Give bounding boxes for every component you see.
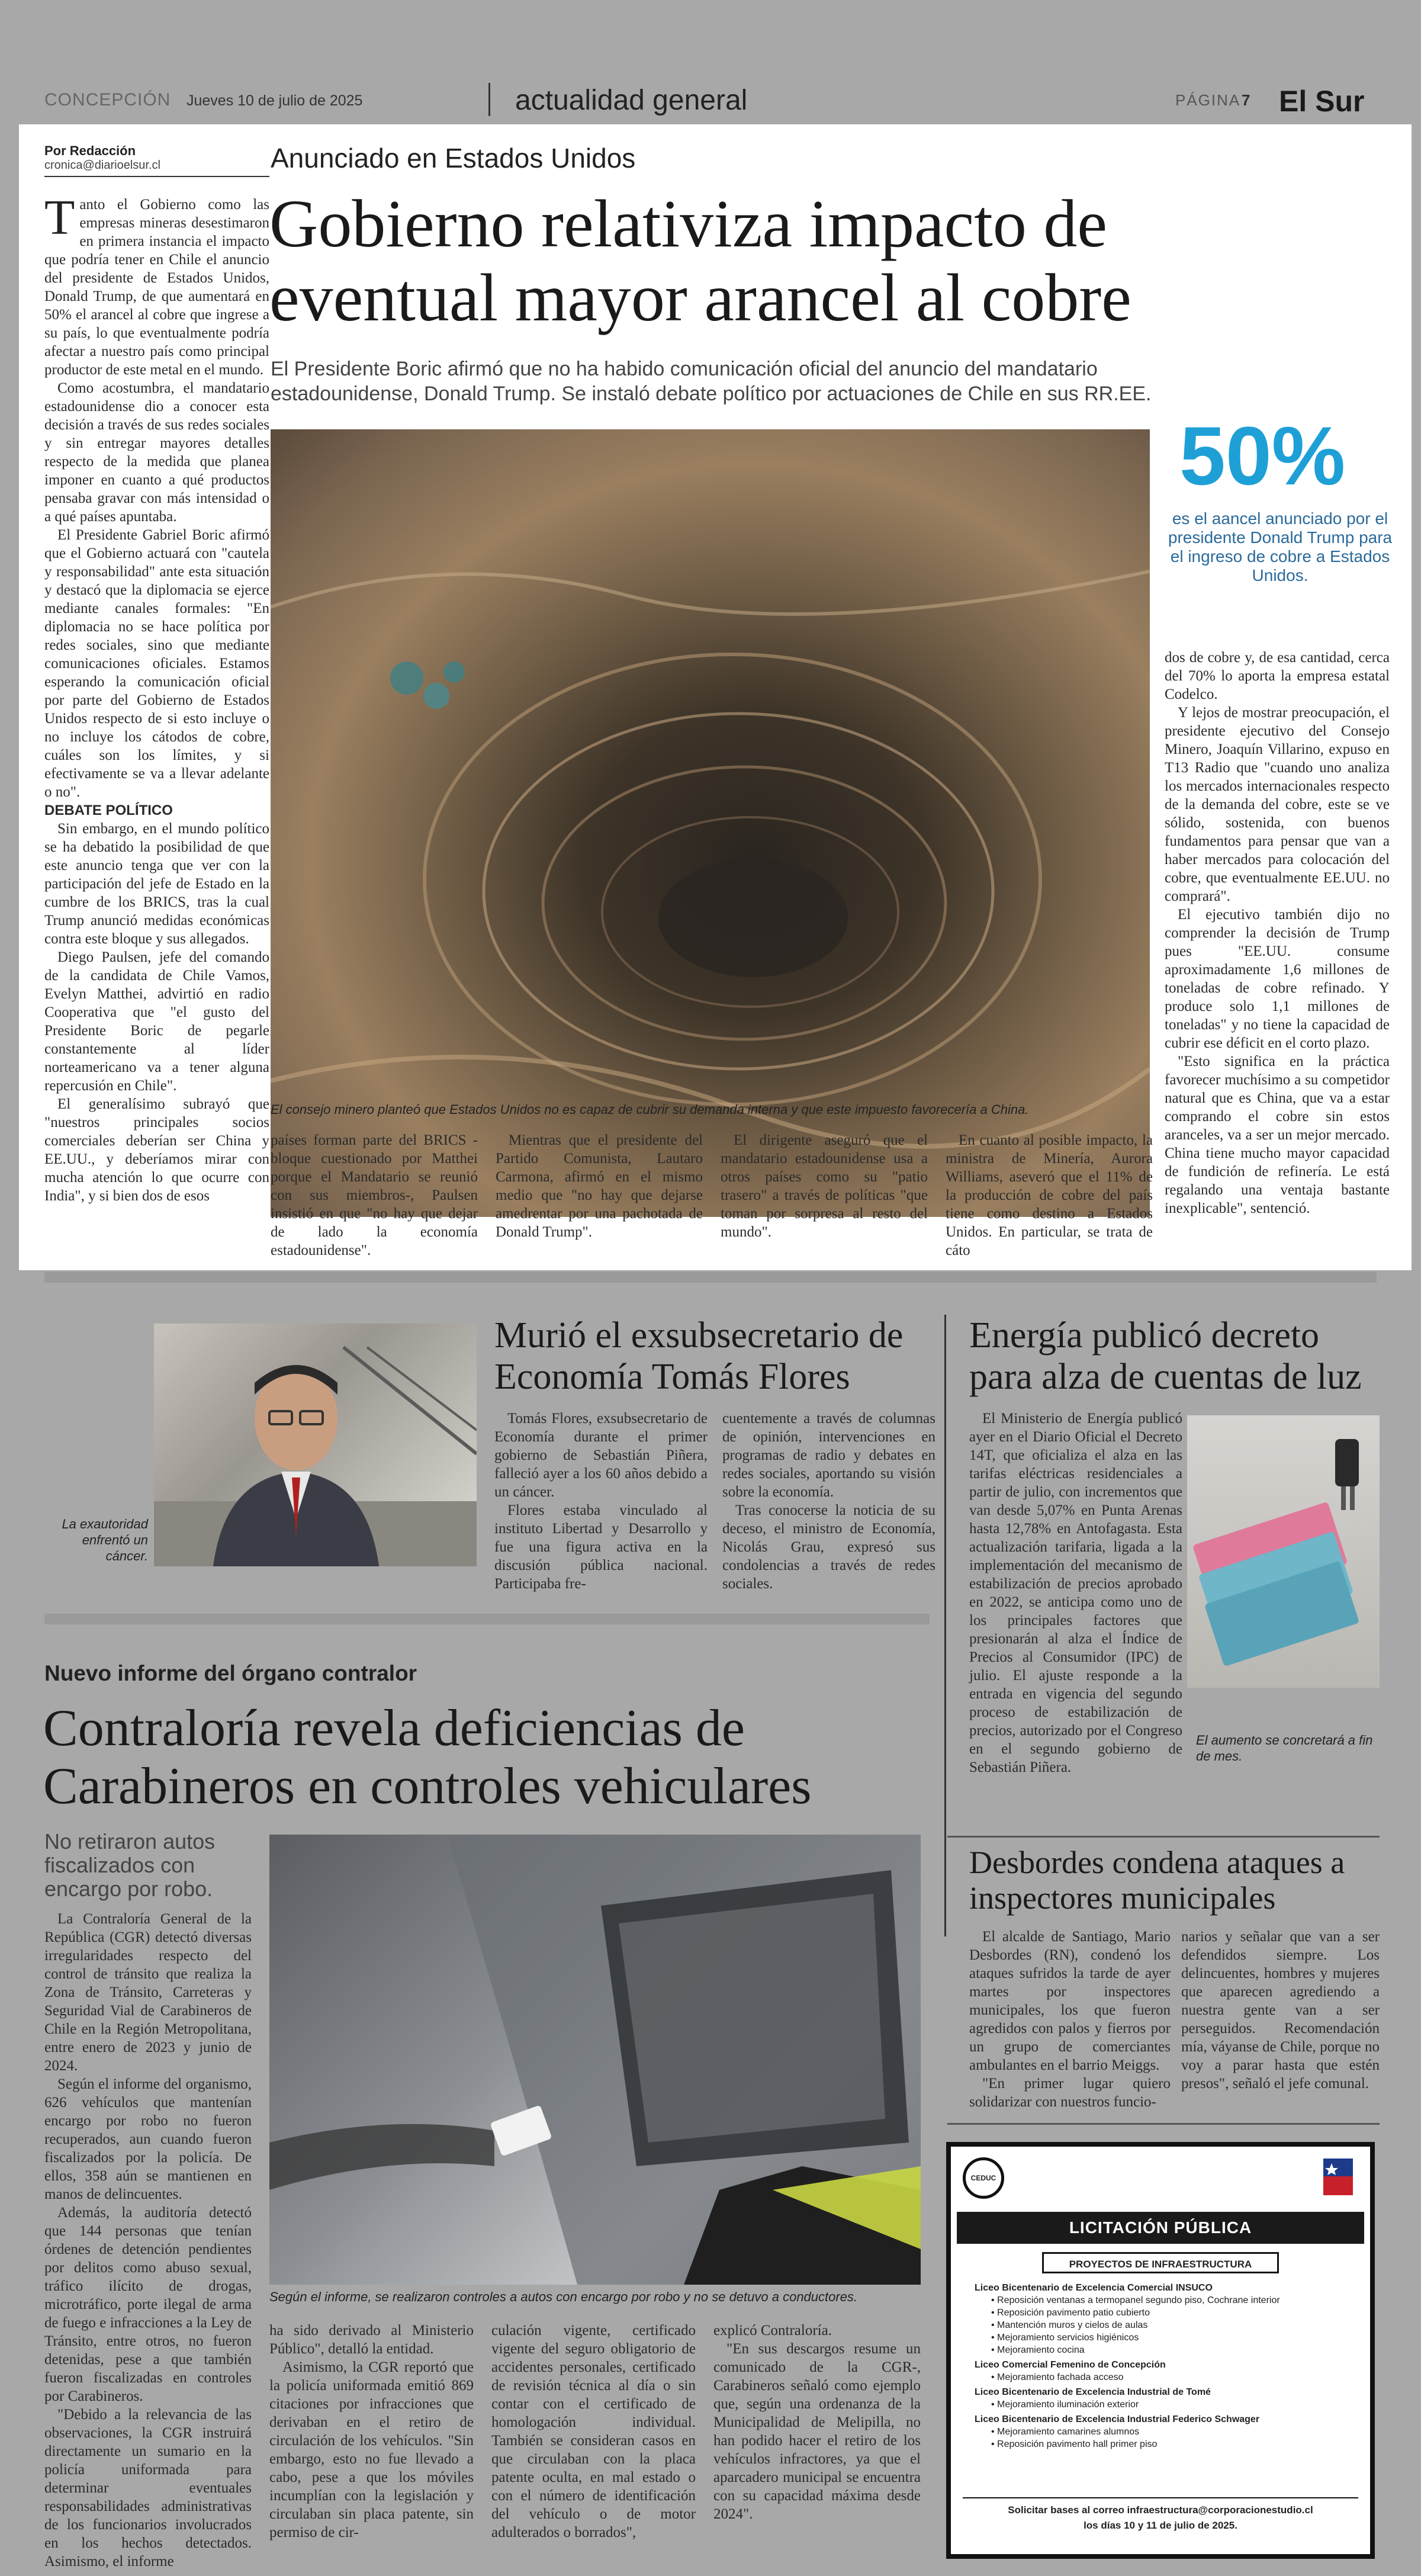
page-label: PÁGINA <box>1175 91 1241 109</box>
school-item: • Reposición pavimento patio cubierto <box>991 2308 1150 2318</box>
main-paragraph: El Presidente Gabriel Boric afirmó que el Gobierno actuará con "cautela y responsabilidad" ante esta situación y destacó que la diplomacia se ejerce mediante canales formales: "En diplomacia no se hace política por redes sociales, sino que mediante comunicaciones oficiales. Estamos esperando la comunicación oficial por parte del Gobierno de Estados Unidos respecto de si esto incluye o no incluye los cátodos de cobre, cuáles son los límites, y si efectivamente se va a llevar adelante o no". <box>44 527 269 800</box>
crest-icon <box>1321 2156 1355 2201</box>
contraloria-paragraph: Asimismo, la CGR reportó que la policía uniformada emitió 869 citaciones por infracciones que derivaban en el retiro de circulación de los vehículos. "Sin embargo, esto no fue llevado a cabo, pese a que los móviles incumplían con la legislación y circulaban sin placa patente, sin permiso de cir- <box>269 2359 474 2540</box>
flores-paragraph: Flores estaba vinculado al instituto Libertad y Desarrollo y fue una figura activa en la discusión pública nacional. Participaba fre- <box>494 1502 708 1592</box>
licitacion-ad <box>946 2142 1375 2559</box>
flores-paragraph: Tomás Flores, exsubsecretario de Economía durante el primer gobierno de Sebastián Piñera, falleció ayer a los 60 años debido a un cáncer. <box>494 1411 708 1500</box>
school-item: • Mejoramiento servicios higiénicos <box>991 2333 1139 2343</box>
energia-headline: Energía publicó decreto para alza de cuentas de luz <box>969 1315 1362 1397</box>
main-deck: El Presidente Boric afirmó que no ha habido comunicación oficial del anuncio del mandatario estadounidense, Donald Trump. Se instaló debate político por actuaciones de Chile en sus RR.EE. <box>271 358 1152 405</box>
main-col-right <box>1165 648 1390 1218</box>
main-paragraph: El generalísimo subrayó que "nuestros principales socios comerciales deberían ser China y EE.UU., y deberíamos mirar con mucha atención lo que ocurre con India", y si bien dos de esos <box>44 1096 269 1204</box>
contraloria-col-3 <box>491 2321 696 2542</box>
energia-photo <box>1187 1415 1380 1688</box>
flores-paragraph: Tras conocerse la noticia de su deceso, el ministro de Economía, Nicolás Grau, expresó sus condolencias a través de redes sociales. <box>722 1502 935 1592</box>
school-name: Liceo Comercial Femenino de Concepción <box>975 2360 1166 2370</box>
main-paragraph: Y lejos de mostrar preocupación, el presidente ejecutivo del Consejo Minero, Joaquín Villarino, expuso en T13 Radio que "cuando uno analiza los mercados internacionales respecto de la demanda del cobre, este se ve sólido, sostenida, con buenos fundamentos para pensar que van a haber mercados para colocación del cobre, que eventualmente EE.UU. no comprará". <box>1165 705 1390 904</box>
school-item-text: Mejoramiento camarines alumnos <box>997 2427 1140 2437</box>
subhead: DEBATE POLÍTICO <box>44 802 173 818</box>
flores-caption: La exautoridad enfrentó un cáncer. <box>62 1517 148 1563</box>
main-paragraph: Sin embargo, en el mundo político se ha debatido la posibilidad de que este anuncio tenga que ver con la participación del jefe de Estado en la cumbre de los BRICS, tras la cual Trump anunció medidas económicas contra este bloque y sus allegados. <box>44 821 269 947</box>
main-paragraph: El dirigente aseguró que el mandatario estadounidense usa a otros países como su "patio trasero" a través de políticas "que toman por sorpresa al resto del mundo". <box>721 1132 928 1240</box>
contraloria-paragraph: explicó Contraloría. <box>713 2323 832 2339</box>
main-paragraph: Mientras que el presidente del Partido Comunista, Lautaro Carmona, afirmó en el mismo medio que "no hay que dejarse amedrentar por una pachotada de Donald Trump". <box>496 1132 703 1240</box>
school-item: • Mejoramiento camarines alumnos <box>991 2427 1140 2437</box>
main-paragraph: países forman parte del BRICS -bloque cuestionado por Matthei porque el Mandatario se reunió con sus miembros-, Paulsen insistió en que "no hay que dejar de lado la economía estadounidense". <box>271 1132 478 1258</box>
main-paragraph: El ejecutivo también dijo no comprender la decisión de Trump pues "EE.UU. consume aproximadamente 1,6 millones de toneladas de cobre refinado. Y produce solo 1,1 millones de toneladas" y no tiene la capacidad de cubrir ese déficit en el corto plazo. <box>1165 907 1390 1051</box>
main-col-1 <box>44 190 269 1205</box>
header-city: CONCEPCIÓN <box>44 90 171 110</box>
ad-footer-1: Solicitar bases al correo infraestructura@corporacionestudio.cl <box>1008 2504 1313 2516</box>
main-paragraph: Como acostumbra, el mandatario estadounidense dio a conocer esta decisión a través de sus redes sociales y sin entregar mayores detalles respecto de la medida que planea imponer en cuanto a qué productos pensaba gravar con más intensidad o a qué países apuntaba. <box>44 380 269 525</box>
byline-rule <box>44 176 269 177</box>
contraloria-paragraph: Según el informe del organismo, 626 vehículos que mantenían encargo por robo no fueron recuperados, aun cuando fueron fiscalizados por la policía. De ellos, 358 aún se mantienen en manos de delincuentes. <box>44 2076 252 2202</box>
school-item: • Mantención muros y cielos de aulas <box>991 2320 1148 2330</box>
ad-footer-rule <box>963 2497 1358 2498</box>
page-number: 7 <box>1242 91 1250 109</box>
dropcap: T <box>44 190 75 245</box>
ad-subtitle: PROYECTOS DE INFRAESTRUCTURA <box>1042 2252 1279 2273</box>
desbordes-paragraph: "En primer lugar quiero solidarizar con nuestros funcio- <box>969 2076 1171 2110</box>
desbordes-paragraph: narios y señalar que van a ser defendidos siempre. Los delincuentes, hombres y mujeres que aparecen agrediendo a nuestra gente van a ser perseguidos. Recomendación mía, váyanse de Chile, porque no voy a parar hasta que estén presos", señaló el jefe comunal. <box>1181 1929 1380 2092</box>
header-date: Jueves 10 de julio de 2025 <box>187 92 363 109</box>
contraloria-paragraph: ha sido derivado al Ministerio Público", detalló la entidad. <box>269 2323 474 2357</box>
ceduc-logo-text: CEDUC <box>970 2174 996 2182</box>
section-separator-2 <box>44 1614 930 1624</box>
main-headline: Gobierno relativiza impacto de eventual mayor arancel al cobre <box>269 186 1131 335</box>
main-paragraph: Diego Paulsen, jefe del comando de la candidata de Chile Vamos, Evelyn Matthei, advirtió en radio Cooperativa que "el gusto del Presidente Boric de pegarle constantemente al líder norteamericano va a tener alguna repercusión en Chile". <box>44 949 269 1094</box>
contraloria-deck: No retiraron autos fiscalizados con encargo por robo. <box>44 1829 216 1901</box>
school-item: • Reposición ventanas a termopanel segundo piso, Cochrane interior <box>991 2295 1280 2305</box>
desbordes-col-1 <box>969 1928 1171 2111</box>
contraloria-paragraph: La Contraloría General de la República (CGR) detectó diversas irregularidades respecto del control de tránsito que realiza la Zona de Tránsito, Carreteras y Seguridad Vial de Carabineros de Chile en la Región Metropolitana, entre enero de 2023 y junio de 2024. <box>44 1911 252 2074</box>
main-paragraph: "Esto significa en la práctica favorecer muchísimo a su competidor natural que es China, que va a estar comprando el cobre sin estos aranceles, va a ser un mejor mercado. China tiene mucho mayor capacidad de fundición de refinería. Le está regalando una ventaja bastante inexplicable", sentenció. <box>1165 1053 1390 1216</box>
main-story <box>19 124 1412 1270</box>
school-item-text: Mejoramiento iluminación exterior <box>997 2400 1139 2410</box>
school-item: • Mejoramiento fachada acceso <box>991 2372 1124 2382</box>
ad-schools <box>975 2282 1354 2450</box>
flores-paragraph: cuentemente a través de columnas de opinión, intervenciones en programas de radio y debates en redes sociales, aportando su visión sobre la economía. <box>722 1411 935 1500</box>
school-item: • Reposición pavimento hall primer piso <box>991 2439 1158 2449</box>
desbordes-col-2 <box>1181 1928 1380 2093</box>
flores-headline: Murió el exsubsecretario de Economía Tomás Flores <box>494 1315 904 1397</box>
mine-photo-caption: El consejo minero planteó que Estados Unidos no es capaz de cubrir su demanda interna y que este impuesto favorecería a China. <box>271 1102 1029 1117</box>
ad-footer-2: los días 10 y 11 de julio de 2025. <box>1084 2520 1237 2531</box>
main-kicker: Anunciado en Estados Unidos <box>271 143 636 174</box>
contraloria-photo <box>269 1835 921 2285</box>
contraloria-paragraph: culación vigente, certificado vigente del seguro obligatorio de accidentes personales, certificado de revisión técnica al día o sin contar con el certificado de homologación individual. También se consideran casos en que circulaban con la placa patente oculta, en mal estado o con el número de identificación del vehículo o de motor adulterados o borrados", <box>491 2323 696 2540</box>
contraloria-col-4 <box>713 2321 921 2523</box>
school-item-text: Mejoramiento fachada acceso <box>997 2372 1124 2382</box>
main-col-b3 <box>721 1131 928 1241</box>
desbordes-rule <box>947 1836 1380 1838</box>
school-item-text: Reposición pavimento hall primer piso <box>997 2439 1158 2449</box>
contraloria-photo-caption: Según el informe, se realizaron controles a autos con encargo por robo y no se detuvo a conductores. <box>269 2289 858 2304</box>
desbordes-headline: Desbordes condena ataques a inspectores municipales <box>969 1845 1345 1916</box>
contraloria-headline: Contraloría revela deficiencias de Carabineros en controles vehiculares <box>43 1700 812 1815</box>
ad-rule <box>947 2123 1380 2125</box>
school-item-text: Mejoramiento servicios higiénicos <box>997 2333 1139 2343</box>
section-separator <box>44 1272 1377 1283</box>
byline: Por Redacción <box>44 143 136 158</box>
contraloria-col-1 <box>44 1910 252 2571</box>
flores-photo <box>154 1324 477 1566</box>
section-title: actualidad general <box>515 85 748 116</box>
main-col-b1 <box>271 1131 478 1260</box>
energia-paragraph: El Ministerio de Energía publicó ayer en el Diario Oficial el Decreto 14T, que oficializa el alza en las tarifas eléctricas residenciales a partir de julio, con incrementos que van desde 5,07% en Punta Arenas hasta 12,78% en Antofagasta. Esta actualización tarifaria, ligada a la implementación del mecanismo de estabilización de precios aprobado en 2022, se anticipa como uno de los principales factores que presionarán al alza el Índice de Precios al Consumidor (IPC) de julio. El ajuste responde a la entrada en vigencia del segundo proceso de estabilización de precios, autorizado por el Congreso en el segundo gobierno de Sebastián Piñera. <box>969 1411 1182 1775</box>
flores-col-1 <box>494 1409 708 1593</box>
contraloria-paragraph: "Debido a la relevancia de las observaciones, la CGR instruirá directamente un sumario en la policía uniformada para determinar eventuales responsabilidades administrativas de los funcionarios involucrados en los hechos detectados. Asimismo, el informe <box>44 2407 252 2569</box>
school-name: Liceo Bicentenario de Excelencia Industrial Federico Schwager <box>975 2414 1260 2424</box>
paper-logo: El Sur <box>1279 85 1365 118</box>
main-paragraph: En cuanto al posible impacto, la ministra de Minería, Aurora Williams, aseveró que el 11% de la producción de cobre del país tiene como destino a Estados Unidos. En particular, se trata de cáto <box>946 1132 1153 1258</box>
contraloria-paragraph: "En sus descargos resume un comunicado de la CGR-, Carabineros señaló como ejemplo que, según una ordenanza de la Municipalidad de Melipilla, no han podido hacer el retiro de los vehículos infractores, ya que el aparcadero municipal se encuentra con su capacidad máxima desde 2024". <box>713 2341 921 2522</box>
ad-title: LICITACIÓN PÚBLICA <box>957 2212 1364 2244</box>
byline-email: cronica@diarioelsur.cl <box>44 159 160 172</box>
energia-col <box>969 1409 1182 1777</box>
ceduc-logo <box>963 2157 1004 2199</box>
stat-text: es el aancel anunciado por el presidente Donald Trump para el ingreso de cobre a Estados Unidos. <box>1168 509 1393 584</box>
desbordes-paragraph: El alcalde de Santiago, Mario Desbordes (RN), condenó los ataques sufridos la tarde de ayer martes por inspectores municipales, los que fueron agredidos con palos y fierros por un grupo de comerciantes ambulantes en el barrio Meiggs. <box>969 1929 1171 2073</box>
school-item-text: Reposición ventanas a termopanel segundo piso, Cochrane interior <box>997 2295 1280 2305</box>
mine-photo <box>271 429 1150 1217</box>
school-item: • Mejoramiento cocina <box>991 2345 1085 2355</box>
school-name: Liceo Bicentenario de Excelencia Industrial de Tomé <box>975 2387 1211 2397</box>
school-item-text: Reposición pavimento patio cubierto <box>997 2308 1150 2318</box>
contraloria-col-2 <box>269 2321 474 2542</box>
school-item-text: Mantención muros y cielos de aulas <box>997 2320 1148 2330</box>
header-divider <box>488 83 490 116</box>
main-col-b2 <box>496 1131 703 1241</box>
school-item-text: Mejoramiento cocina <box>997 2345 1085 2355</box>
flores-col-2 <box>722 1409 935 1593</box>
stat-value: 50% <box>1179 409 1346 502</box>
contraloria-paragraph: Además, la auditoría detectó que 144 personas que tenían órdenes de detención pendientes por delitos como abuso sexual, tráfico ilícito de drogas, microtráfico, porte ilegal de arma de fuego e infracciones a la Ley de Tránsito, entre otros, no fueron detenidas, pese a que también fueron fiscalizadas en controles por Carabineros. <box>44 2205 252 2404</box>
vertical-divider <box>944 1315 946 1936</box>
main-paragraph: anto el Gobierno como las empresas mineras desestimaron en primera instancia el impacto que podría tener en Chile el anuncio del presidente de Estados Unidos, Donald Trump, de que aumentará en 50% el arancel al cobre que ingrese a su país, lo que eventualmente podría afectar a nuestro país como principal productor de este metal en el mundo. <box>44 197 269 378</box>
contraloria-kicker: Nuevo informe del órgano contralor <box>44 1661 417 1685</box>
main-col-b4 <box>946 1131 1153 1260</box>
energia-caption: El aumento se concretará a fin de mes. <box>1196 1733 1373 1764</box>
main-paragraph: dos de cobre y, de esa cantidad, cerca del 70% lo aporta la empresa estatal Codelco. <box>1165 650 1390 702</box>
school-item: • Mejoramiento iluminación exterior <box>991 2400 1139 2410</box>
school-name: Liceo Bicentenario de Excelencia Comercial INSUCO <box>975 2283 1213 2293</box>
